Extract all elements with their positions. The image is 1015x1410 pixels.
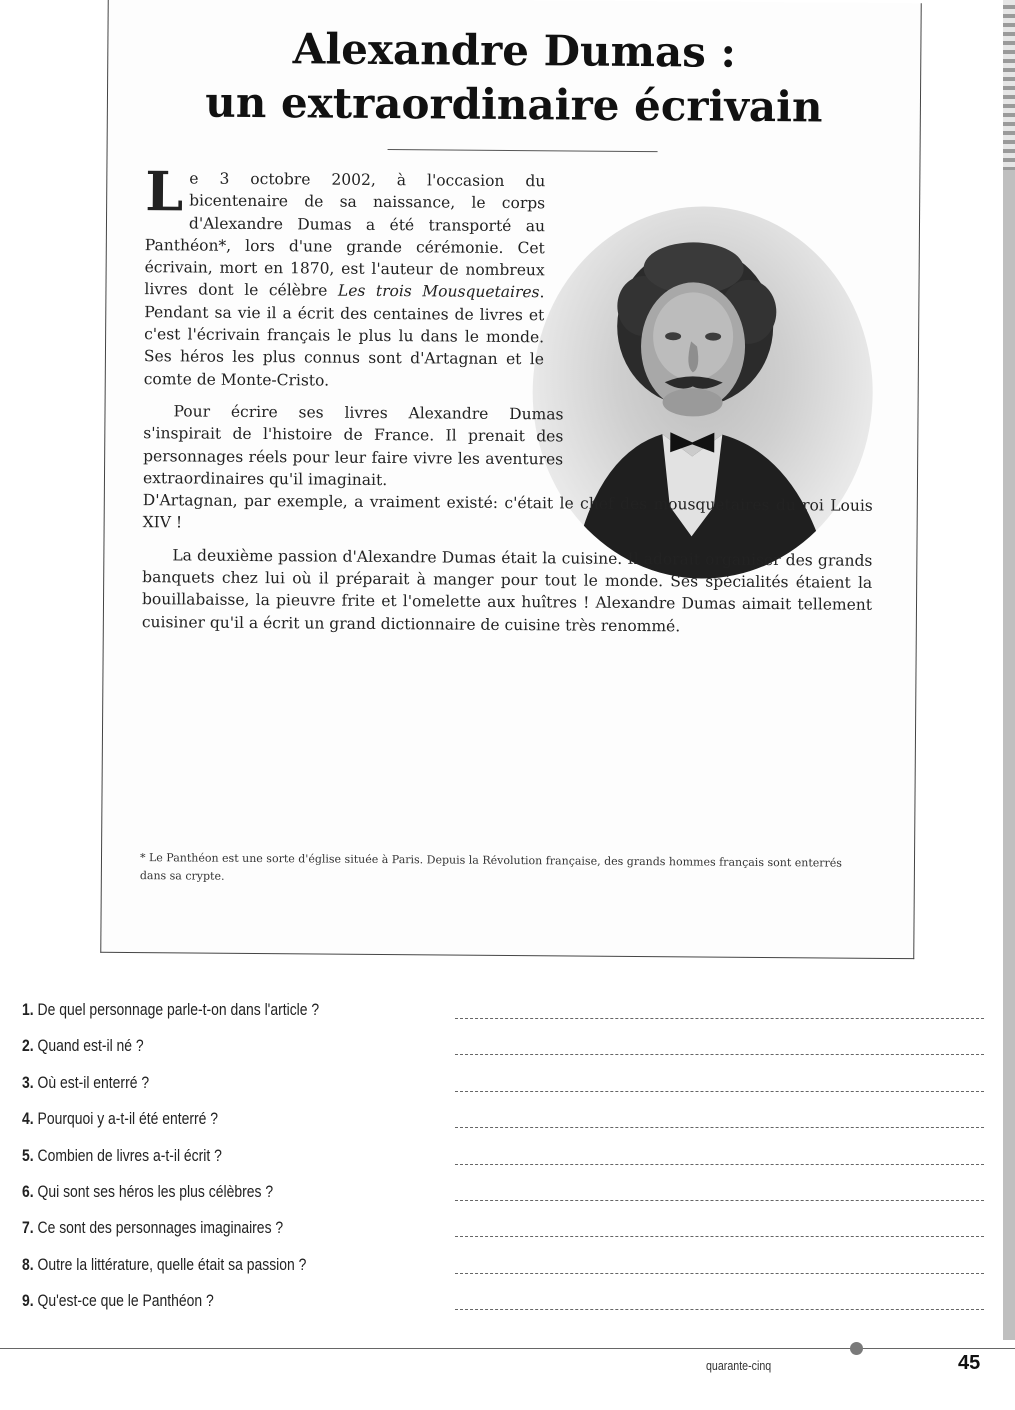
question-row [22,1000,992,1036]
question-text [22,1146,222,1166]
question-row [22,1073,992,1109]
answer-line[interactable] [455,1018,984,1019]
footnote: * Le Panthéon est une sorte d'église située à Paris. Depuis la Révolution française, des grands hommes français sont enterrés dans sa crypte. [139,851,843,883]
question-row [22,1182,992,1218]
title-line-2: un extraordinaire écrivain [205,77,823,132]
question-text [22,1000,319,1020]
drop-cap: L [144,159,184,224]
page-edge-strip [1003,0,1015,1340]
paragraph-1 [143,159,546,393]
paragraph-3: La deuxième passion d'Alexandre Dumas était la cuisine. Il adorait organiser des grands banquets chez lui où il préparait à manger pour tout le monde. Ses spécialités étaient la bouillabaisse, la pieuvre frite et l'omelette aux huîtres ! Alexandre Dumas aimait tellement cuisiner qu'il a écrit un grand dictionnaire de cuisine très renommé. [141,546,873,635]
paragraph-1-text-b: . Pendant sa vie il a écrit des centaines de livres et c'est l'écrivain français le plus lu dans le monde. Ses héros les plus connus sont d'Artagnan et le comte de Monte-Cristo. [143,283,545,390]
question-label: Quand est-il né ? [37,1036,144,1056]
question-number: 5. [22,1145,34,1165]
question-label: Pourquoi y a-t-il été enterré ? [37,1109,219,1129]
question-number: 6. [22,1181,34,1201]
question-number: 1. [22,1000,34,1019]
question-label: Qui sont ses héros les plus célèbres ? [37,1181,274,1201]
question-number: 9. [22,1291,34,1311]
footer-dot-icon [850,1342,863,1355]
question-text [22,1291,214,1311]
question-row [22,1255,992,1291]
page-number: 45 [958,1352,981,1374]
answer-line[interactable] [455,1200,984,1201]
paragraph-2-text-b: D'Artagnan, par exemple, a vraiment existé: c'était le chef des mousquetaires du roi Louis XIV ! [142,491,873,532]
answer-line[interactable] [455,1236,984,1237]
question-number: 7. [22,1218,34,1238]
question-number: 2. [22,1036,34,1056]
question-number: 4. [22,1109,34,1129]
question-text [22,1073,149,1093]
answer-line[interactable] [455,1164,984,1165]
question-label: Ce sont des personnages imaginaires ? [37,1218,284,1238]
title-line-1: Alexandre Dumas : [292,24,737,77]
question-row [22,1109,992,1145]
article-box [100,0,921,959]
page-number-words: quarante-cinq [706,1358,772,1373]
question-text [22,1218,283,1238]
question-text [22,1182,273,1202]
question-row [22,1146,992,1182]
question-number: 8. [22,1254,34,1274]
article-title [108,21,921,135]
question-number: 3. [22,1072,34,1092]
paragraph-2 [143,400,874,540]
answer-line[interactable] [455,1127,984,1128]
title-divider [388,149,658,152]
question-row [22,1218,992,1254]
question-row [22,1036,992,1072]
question-text [22,1255,306,1275]
paragraph-2-text-a: Pour écrire ses livres Alexandre Dumas s'inspirait de l'histoire de France. Il prenait des personnages réels pour leur faire vivre les aventures extraordinaires qu'il imaginait. [142,402,564,489]
paragraph-1-text-a: e 3 octobre 2002, à l'occasion du bicentenaire de sa naissance, le corps d'Alexandre Dumas a été transporté au Panthéon*, lors d'une grande cérémonie. Cet écrivain, mort en 1870, est l'auteur de nombreux livres dont le célèbre [144,169,546,301]
answer-line[interactable] [455,1054,984,1055]
question-row [22,1291,992,1327]
question-label: Outre la littérature, quelle était sa passion ? [37,1254,307,1274]
book-title: Les trois Mousquetaires [337,282,540,302]
question-label: Combien de livres a-t-il écrit ? [37,1145,222,1165]
question-label: Où est-il enterré ? [37,1072,150,1092]
question-text [22,1109,218,1129]
page-edge-marks [1003,0,1015,170]
question-list [22,1000,992,1328]
answer-line[interactable] [455,1309,984,1310]
answer-line[interactable] [455,1273,984,1274]
question-text [22,1036,144,1056]
article-body [141,159,876,639]
question-label: Qu'est-ce que le Panthéon ? [37,1291,214,1311]
answer-line[interactable] [455,1091,984,1092]
question-label: De quel personnage parle-t-on dans l'article ? [37,1000,320,1019]
